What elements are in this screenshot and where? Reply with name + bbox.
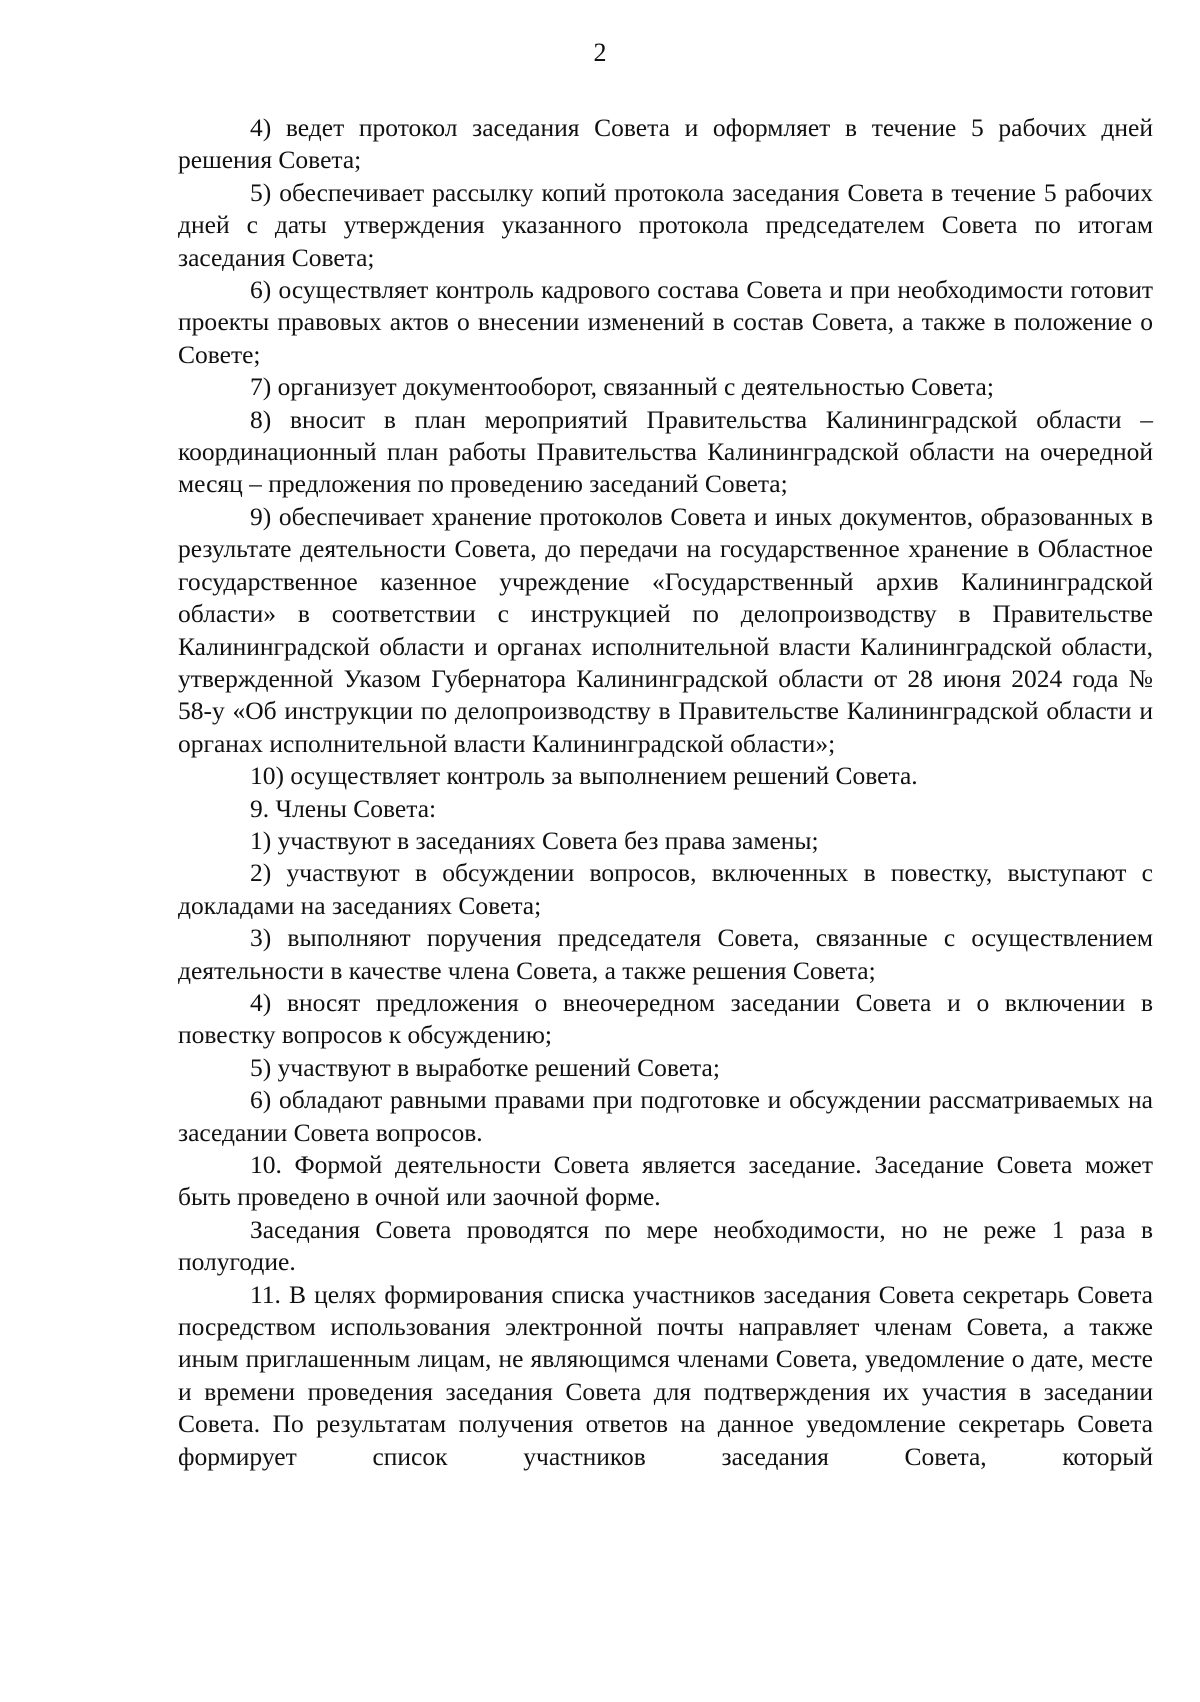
page-number: 2 <box>593 38 607 67</box>
paragraph-item-4: 4) ведет протокол заседания Совета и оформляет в течение 5 рабочих дней решения Совета; <box>178 113 1153 175</box>
paragraph-item-9: 9) обеспечивает хранение протоколов Совета и иных документов, образованных в результате деятельности Совета, до передачи на государственное хранение в Областное государственное казенное учреждение «Государственный архив Калининградской области» в соответствии с инструкцией по делопроизводству в Правительстве Калининградской области и органах исполнительной власти Калининградской области, утвержденной Указом Губернатора Калининградской области от 28 июня 2024 года № 58-у «Об инструкции по делопроизводству в Правительстве Калининградской области и органах исполнительной власти Калининградской области»; <box>178 501 1153 758</box>
paragraph-item-8: 8) вносит в план мероприятий Правительства Калининградской области – координационный план работы Правительства Калининградской области на очередной месяц – предложения по проведению заседаний Совета; <box>178 404 1153 499</box>
paragraph-section-11: 11. В целях формирования списка участников заседания Совета секретарь Совета посредством использования электронной почты направляет членам Совета, а также иным приглашенным лицам, не являющимся членами Совета, уведомление о дате, месте и времени проведения заседания Совета для подтверждения их участия в заседании Совета. По результатам получения ответов на данное уведомление секретарь Совета формирует список участников заседания Совета, который <box>178 1279 1153 1471</box>
paragraph-member-item-2: 2) участвуют в обсуждении вопросов, включенных в повестку, выступают с докладами на заседаниях Совета; <box>178 858 1153 920</box>
paragraph-section-9: 9. Члены Совета: <box>250 793 437 823</box>
paragraph-item-5: 5) обеспечивает рассылку копий протокола заседания Совета в течение 5 рабочих дней с даты утверждения указанного протокола председателем Совета по итогам заседания Совета; <box>178 177 1153 272</box>
paragraph-meeting-frequency: Заседания Совета проводятся по мере необходимости, но не реже 1 раза в полугодие. <box>178 1214 1153 1277</box>
document-body <box>178 112 1153 1473</box>
paragraph-member-item-1: 1) участвуют в заседаниях Совета без права замены; <box>250 825 819 855</box>
paragraph-member-item-6: 6) обладают равными правами при подготовке и обсуждении рассматриваемых на заседании Совета вопросов. <box>178 1085 1153 1147</box>
paragraph-member-item-3: 3) выполняют поручения председателя Совета, связанные с осуществлением деятельности в качестве члена Совета, а также решения Совета; <box>178 923 1153 985</box>
paragraph-item-6: 6) осуществляет контроль кадрового состава Совета и при необходимости готовит проекты правовых актов о внесении изменений в состав Совета, а также в положение о Совете; <box>178 275 1153 369</box>
paragraph-member-item-5: 5) участвуют в выработке решений Совета; <box>250 1052 720 1082</box>
paragraph-member-item-4: 4) вносят предложения о внеочередном заседании Совета и о включении в повестку вопросов к обсуждению; <box>178 987 1153 1050</box>
paragraph-item-10: 10) осуществляет контроль за выполнением решений Совета. <box>250 761 918 791</box>
paragraph-section-10: 10. Формой деятельности Совета является заседание. Заседание Совета может быть проведено в очной или заочной форме. <box>178 1150 1153 1212</box>
paragraph-item-7: 7) организует документооборот, связанный с деятельностью Совета; <box>250 372 994 402</box>
